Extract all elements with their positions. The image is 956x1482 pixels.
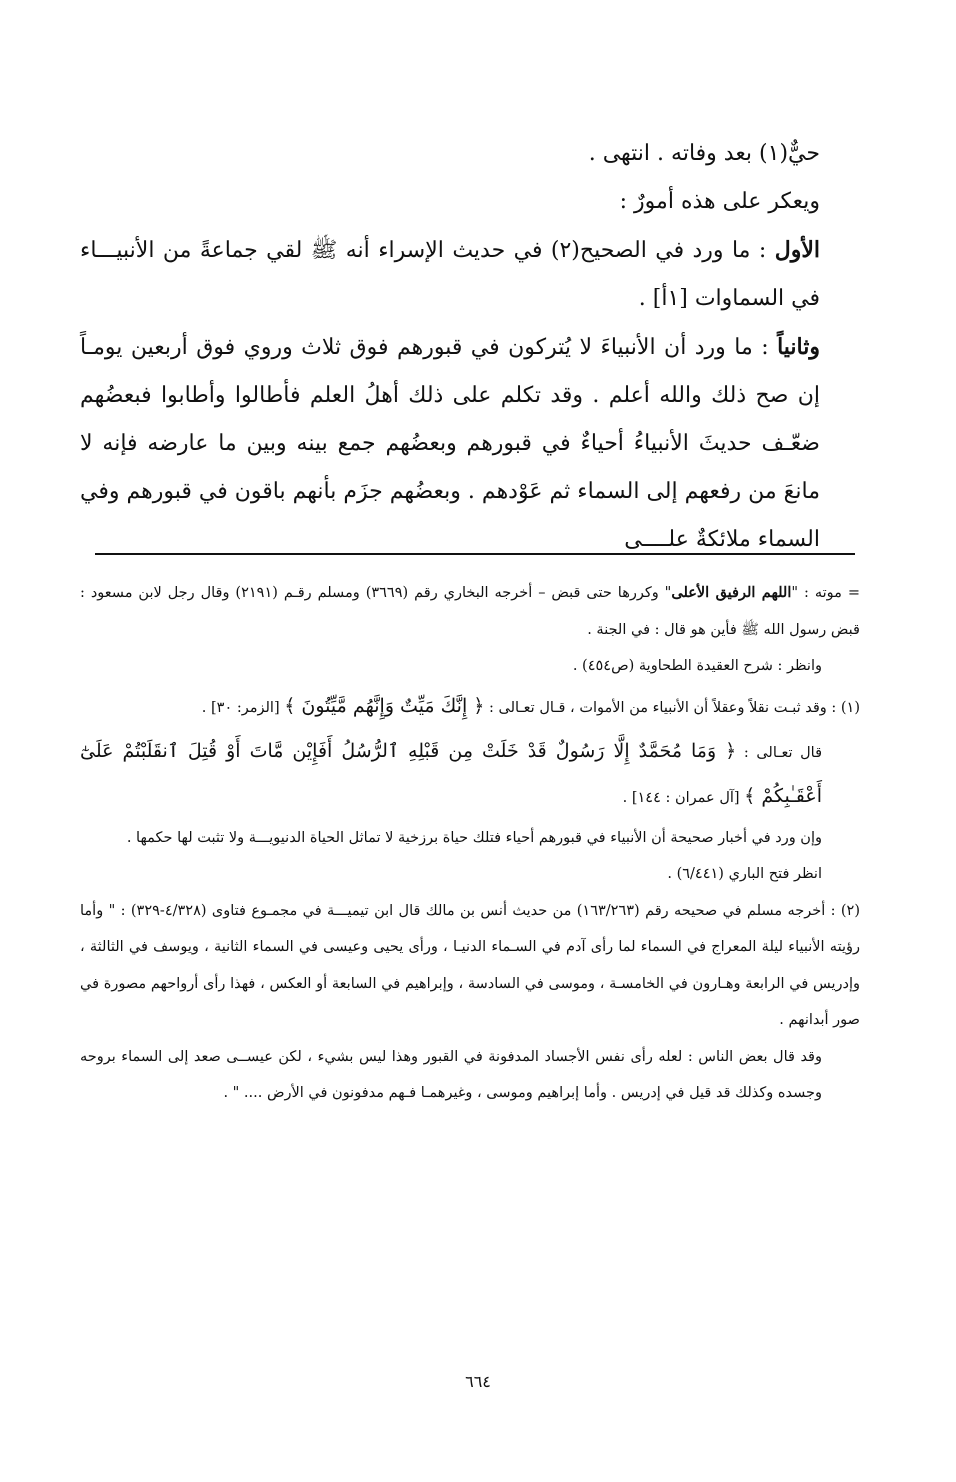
body-line-1: حيٌّ(١) بعد وفاته . انتهى . bbox=[588, 141, 820, 166]
verse-ref-2: [آل عمران : ١٤٤] . bbox=[622, 789, 740, 806]
footnote-1-ref: انظر فتح الباري (٦/٤٤١) . bbox=[667, 866, 822, 882]
footnotes bbox=[80, 575, 860, 1112]
page-number: ٦٦٤ bbox=[465, 1372, 491, 1391]
paragraph-second bbox=[80, 323, 860, 564]
quran-verse-1: ﴿ إِنَّكَ مَيِّتٌ وَإِنَّهُم مَّيِّتُونَ ﴾ bbox=[284, 694, 485, 717]
footnote-separator bbox=[95, 553, 855, 555]
body-line-2: ويعكر على هذه أمورٌ : bbox=[619, 189, 820, 214]
paragraph-first-lead: الأول bbox=[774, 237, 820, 263]
footnote-1-verse-2: قال تعـالى : ﴿ وَمَا مُحَمَّدٌ إِلَّا رَسُولٌ قَدْ خَلَتْ مِن قَبْلِهِ ٱلرُّسُلُ أَفَإِيْن مَّاتَ أَوْ قُتِلَ ٱنقَلَبْتُمْ عَلَىٰٓ أَعْقَـٰبِكُمْ ﴾ [آل عمران : ١٤٤] . bbox=[80, 739, 822, 807]
verse-ref-1: [الزمر: ٣٠] . bbox=[201, 699, 280, 716]
paragraph-first bbox=[80, 226, 860, 323]
main-text bbox=[80, 130, 860, 564]
footnote-2: (٢) : أخرجه مسلم في صحيحه رقم (١٦٣/٢٦٣) من حديث أنس بن مالك قال ابن تيميـــة في مجمـوع فتاوى (٤/٣٢٨-٣٢٩) : " وأما رؤيته الأنبياء ليلة المعراج في السماء لما رأى آدم في السـماء الدنيـا ، ورأى يحيى وعيسى في السماء الثانية ، ويوسف في الثالثة ، وإدريس في الرابعة وهـارون في الخامسـة ، وموسى في السادسة ، وإبراهيم في السابعة أو العكس ، فهذا رأى أرواحهم مصورة في صور أبدانهم . bbox=[80, 902, 861, 1028]
footnote-1-note: وإن ورد في أخبار صحيحة أن الأنبياء في قبورهم أحياء فتلك حياة برزخية لا تماثل الحياة الدنيويـــة ولا تثبت لها حكمها . bbox=[126, 829, 822, 846]
footnote-1: (١) : وقد ثبـت نقلاً وعقلاً أن الأنبياء من الأموات ، قـال تعـالى : ﴿ إِنَّكَ مَيِّتٌ وَإِنَّهُم مَّيِّتُونَ ﴾ [الزمر: ٣٠] . bbox=[201, 694, 860, 717]
footnote-bold-phrase: اللهم الرفيق الأعلى bbox=[671, 584, 792, 601]
footnote-2-continued: وقد قال بعض الناس : لعله رأى نفس الأجساد المدفونة في القبور وهذا ليس بشيء ، لكن عيســى صعد إلى السماء بروحه وجسده وكذلك قد قيل في إدريس . وأما إبراهيم وموسى ، وغيرهمـا فـهم مدفونون في الأرض .... " . bbox=[80, 1048, 822, 1101]
footnote-continuation: = موته : "اللهم الرفيق الأعلى" وكررها حتى قبض – أخرجه البخاري رقم (٣٦٦٩) ومسلم رقـم (٢١٩١) وقال رجل لابن مسعود : قبض رسول الله ﷺ فأين هو قال : في الجنة . bbox=[80, 584, 860, 638]
paragraph-second-lead: وثانياً bbox=[777, 334, 820, 360]
quran-verse-2: ﴿ وَمَا مُحَمَّدٌ إِلَّا رَسُولٌ قَدْ خَلَتْ مِن قَبْلِهِ ٱلرُّسُلُ أَفَإِيْن مَّاتَ أَوْ قُتِلَ ٱنقَلَبْتُمْ عَلَىٰٓ أَعْقَـٰبِكُمْ ﴾ bbox=[80, 739, 822, 807]
paragraph-first-text: : ما ورد في الصحيح(٢) في حديث الإسراء أنه ﷺ لقي جماعةً من الأنبيـــاء في السماوات [١أ] . bbox=[80, 238, 820, 311]
paragraph-second-text: : ما ورد أن الأنبياءَ لا يُتركون في قبورهم فوق ثلاث وروي فوق أربعين يومـاً إن صح ذلك والله أعلم . وقد تكلم على ذلك أهلُ العلم فأطالوا وأطابوا فبعضُهم ضعّـف حديثَ الأنبياءُ أحياءٌ في قبورهم وبعضُهم جمع بينه وبين ما عارضه فإنه لا مانعَ من رفعهم إلى السماء ثم عَوْدهم . وبعضُهم جزَم بأنهم باقون في قبورهم وفي السماء ملائكةٌ علــــى bbox=[80, 335, 820, 552]
footnote-continuation-ref: وانظر : شرح العقيدة الطحاوية (ص٤٥٤) . bbox=[572, 658, 822, 674]
